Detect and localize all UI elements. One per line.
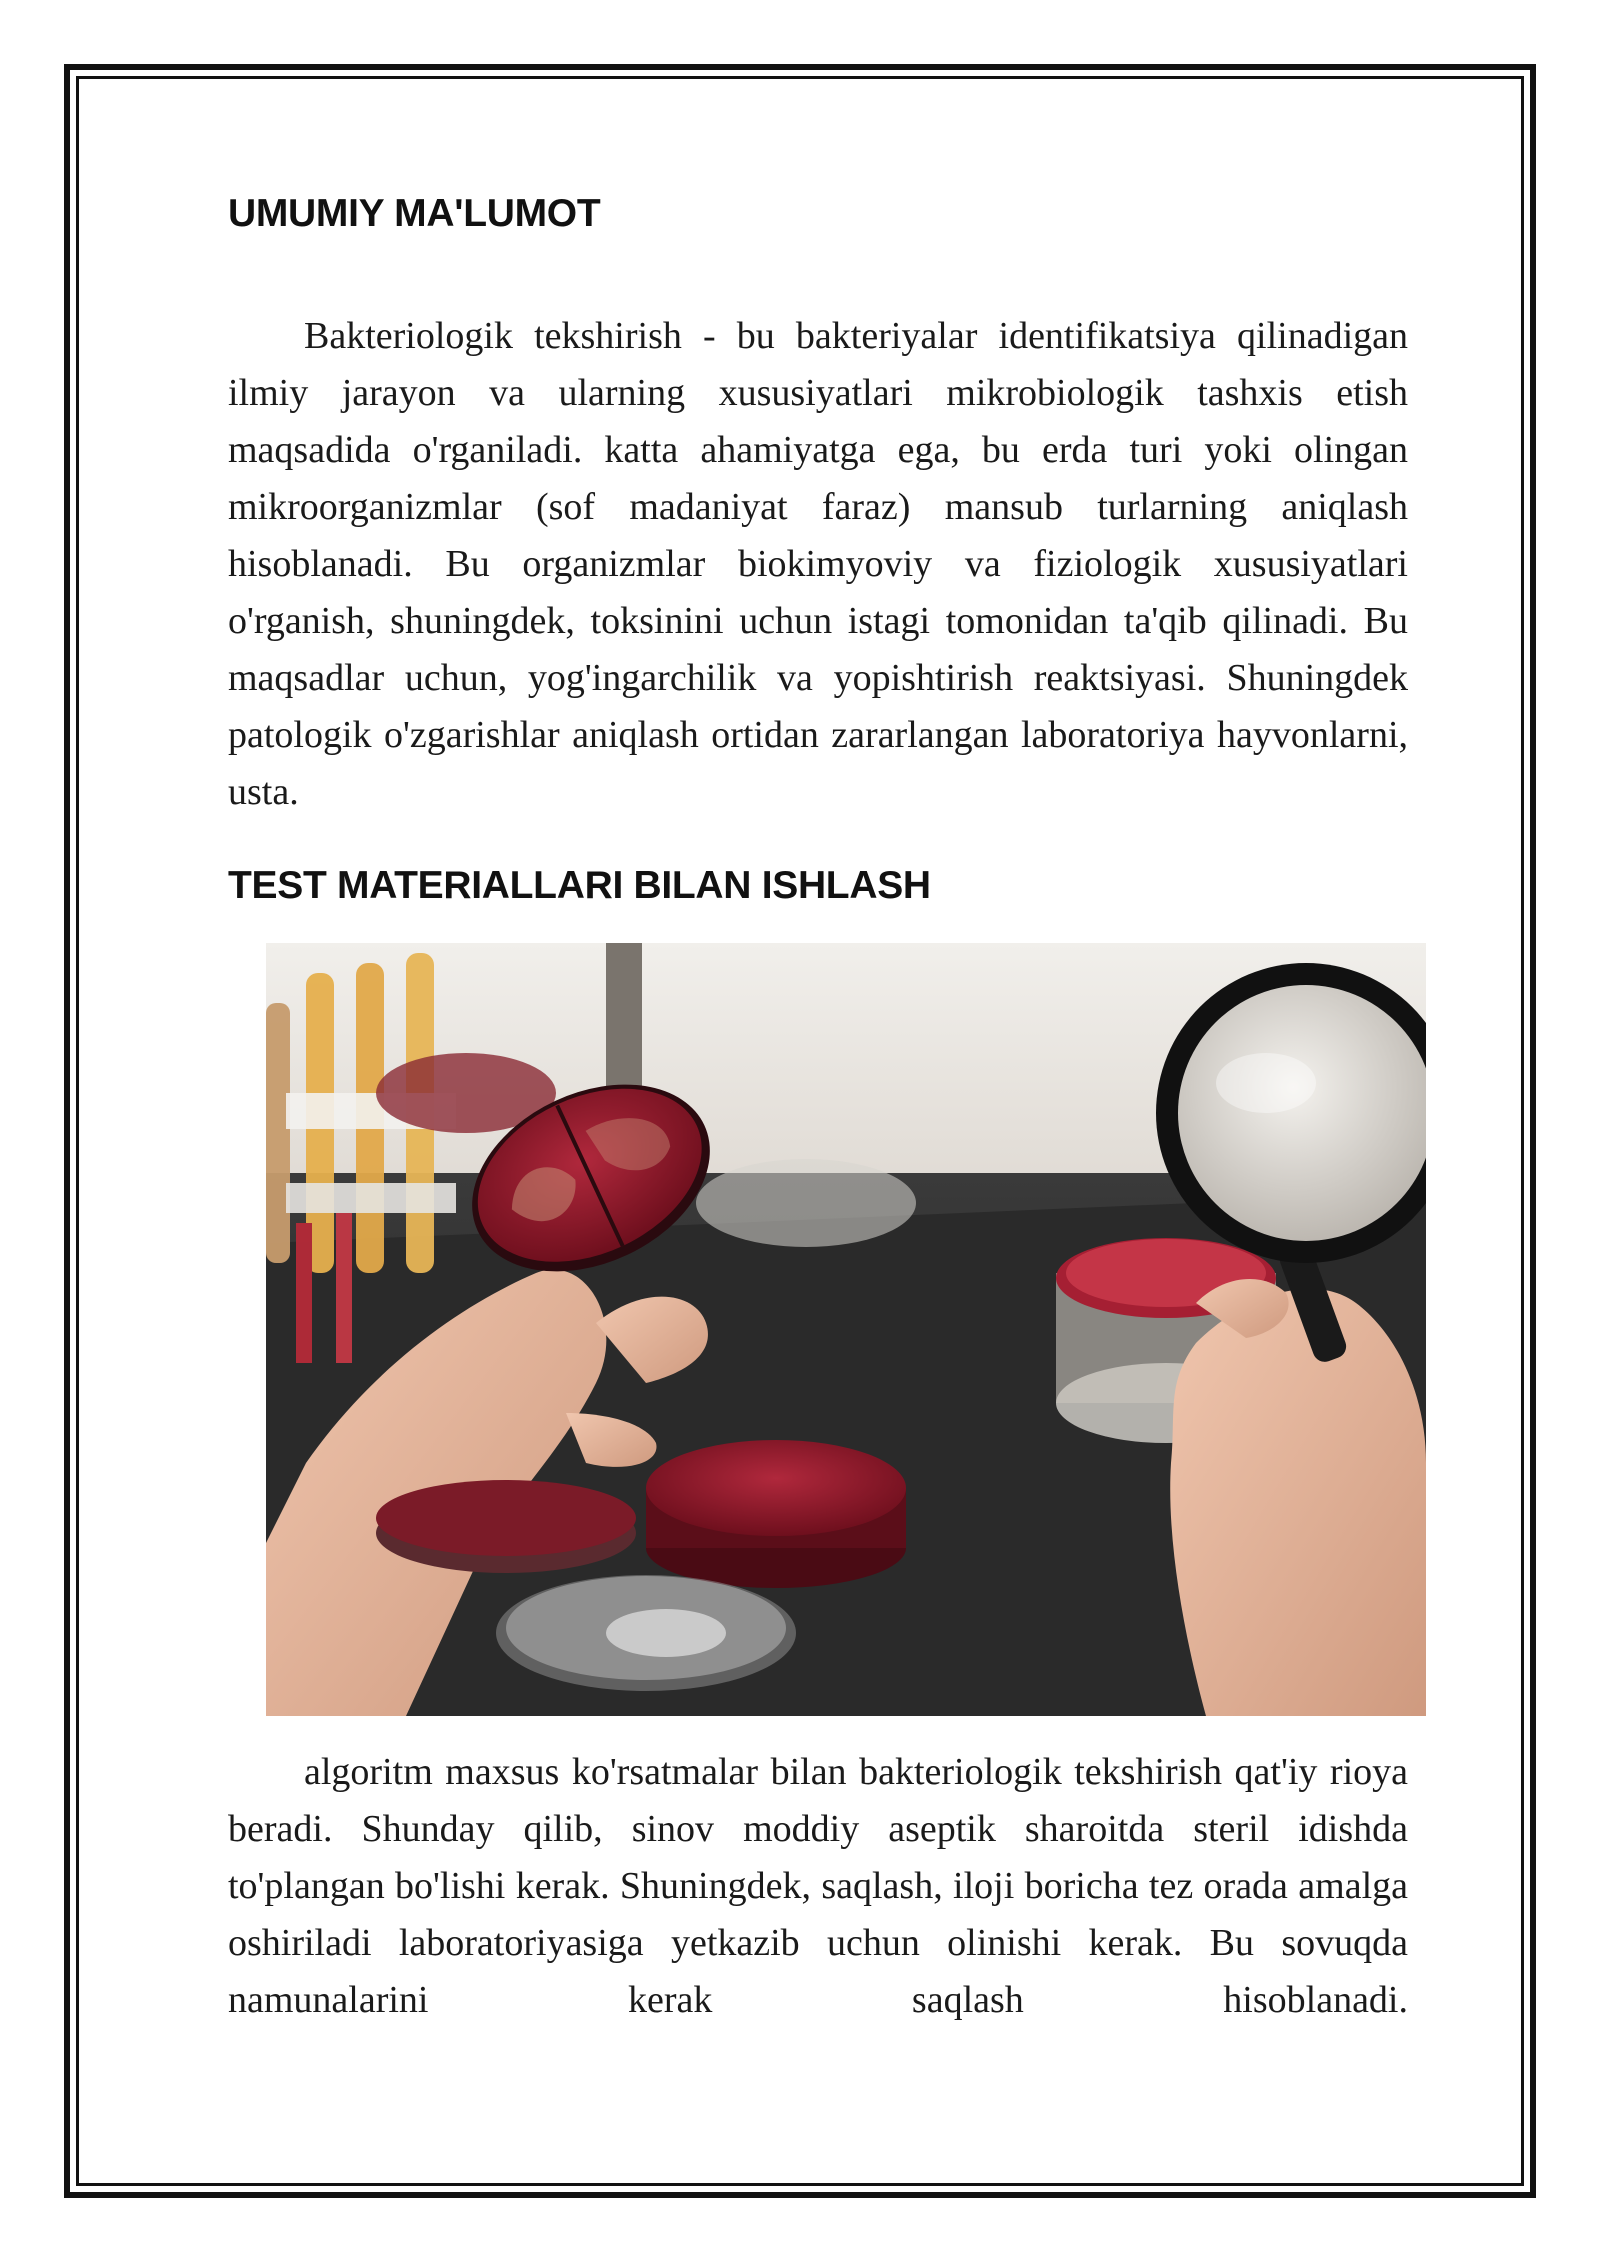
section-heading-general-info: UMUMIY MA'LUMOT bbox=[228, 192, 601, 235]
section-1-body bbox=[228, 308, 1408, 821]
section-2 bbox=[228, 864, 1408, 908]
lab-petri-dish-magnifier-photo bbox=[266, 943, 1426, 1716]
section-1 bbox=[228, 192, 1408, 236]
section-2-body bbox=[228, 1744, 1408, 2029]
paragraph-test-materials: algoritm maxsus ko'rsatmalar bilan bakteriologik tekshirish qat'iy rioya beradi. Shunday qilib, sinov moddiy aseptik sharoitda steril idishda to'plangan bo'lishi kerak. Shuningdek, saqlash, iloji boricha tez orada amalga oshiriladi laboratoriyasiga yetkazib uchun olinishi kerak. Bu sovuqda namunalarini kerak saqlash hisoblanadi. bbox=[228, 1751, 1408, 2021]
section-heading-test-materials: TEST MATERIALLARI BILAN ISHLASH bbox=[228, 864, 931, 907]
paragraph-general-info: Bakteriologik tekshirish - bu bakteriyalar identifikatsiya qilinadigan ilmiy jarayon va ularning xususiyatlari mikrobiologik tashxis etish maqsadida o'rganiladi. katta ahamiyatga ega, bu erda turi yoki olingan mikroorganizmlar (sof madaniyat faraz) mansub turlarning aniqlash hisoblanadi. Bu organizmlar biokimyoviy va fiziologik xususiyatlari o'rganish, shuningdek, toksinini uchun istagi tomonidan ta'qib qilinadi. Bu maqsadlar uchun, yog'ingarchilik va yopishtirish reaktsiyasi. Shuningdek patologik o'zgarishlar aniqlash ortidan zararlangan laboratoriya hayvonlarni, usta. bbox=[228, 315, 1408, 813]
